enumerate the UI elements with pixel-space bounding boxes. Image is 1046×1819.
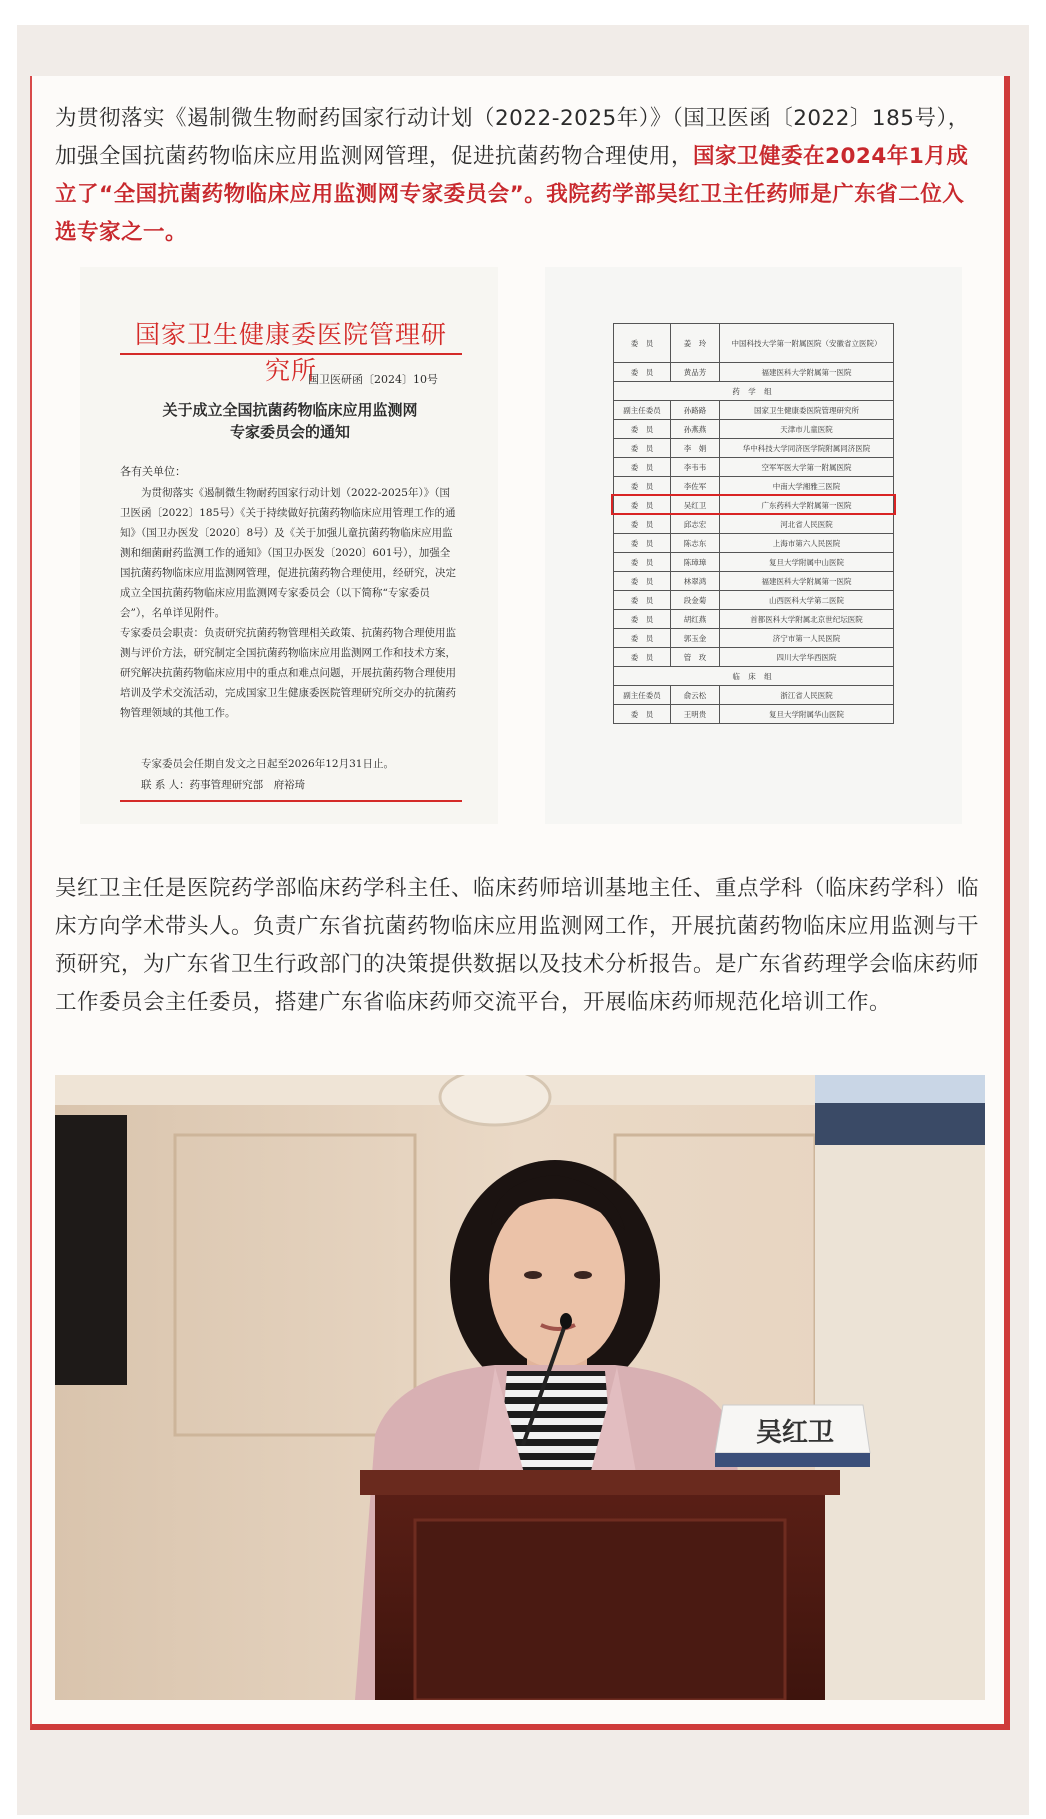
roster-row <box>614 591 894 610</box>
roster-org: 浙江省人民医院 <box>720 686 894 705</box>
roster-name: 孙燕燕 <box>671 420 720 439</box>
roster-org: 上海市第六人民医院 <box>720 534 894 553</box>
roster-highlight-box <box>611 494 896 515</box>
roster-role: 委 员 <box>614 648 671 667</box>
roster-role: 委 员 <box>614 610 671 629</box>
roster-name: 段金菊 <box>671 591 720 610</box>
roster-org: 河北省人民医院 <box>720 515 894 534</box>
bio-paragraph: 吴红卫主任是医院药学部临床药学科主任、临床药师培训基地主任、重点学科（临床药学科）临床方向学术带头人。负责广东省抗菌药物临床应用监测网工作，开展抗菌药物临床应用监测与干预研究，为广东省卫生行政部门的决策提供数据以及技术分析报告。是广东省药理学会临床药师工作委员会主任委员，搭建广东省临床药师交流平台，开展临床药师规范化培训工作。 <box>55 876 980 1015</box>
notice-body: 为贯彻落实《遏制微生物耐药国家行动计划（2022-2025年）》（国卫医函〔2022〕185号）《关于持续做好抗菌药物临床应用管理工作的通知》（国卫办医发〔2020〕8号）及《关于加强儿童抗菌药物临床应用监测和细菌耐药监测工作的通知》（国卫办医发〔2020〕601号），加强全国抗菌药物临床应用监测网管理，促进抗菌药物合理使用，经研究，决定成立全国抗菌药物临床应用监测网专家委员会（以下简称“专家委员会”），名单详见附件。 专家委员会职责：负责研究抗菌药物管理相关政策、抗菌药物合理使用监测与评价方法，研究制定全国抗菌药物临床应用监测网工作和技术方案，研究解决抗菌药物临床应用中的重点和难点问题，开展抗菌药物合理使用培训及学术交流活动，完成国家卫生健康委医院管理研究所交办的抗菌药物管理领域的其他工作。 <box>120 487 456 719</box>
notice-term: 专家委员会任期自发文之日起至2026年12月31日止。 <box>141 758 394 770</box>
roster-name: 邱志宏 <box>671 515 720 534</box>
roster-role: 副主任委员 <box>614 686 671 705</box>
roster-name: 陈璋璋 <box>671 553 720 572</box>
roster-role: 委 员 <box>614 496 671 515</box>
roster-name: 王明贵 <box>671 705 720 724</box>
roster-role: 委 员 <box>614 553 671 572</box>
roster-role: 委 员 <box>614 363 671 382</box>
roster-role: 委 员 <box>614 420 671 439</box>
roster-org: 首都医科大学附属北京世纪坛医院 <box>720 610 894 629</box>
roster-org: 空军军医大学第一附属医院 <box>720 458 894 477</box>
roster-group-row <box>614 667 894 686</box>
roster-name: 姜 玲 <box>671 324 720 363</box>
roster-name: 陈志东 <box>671 534 720 553</box>
notice-document-image <box>80 267 498 824</box>
roster-name: 郭玉金 <box>671 629 720 648</box>
roster-row <box>614 363 894 382</box>
roster-row <box>614 401 894 420</box>
roster-org: 福建医科大学附属第一医院 <box>720 363 894 382</box>
intro-paragraph <box>55 100 985 252</box>
roster-org: 天津市儿童医院 <box>720 420 894 439</box>
roster-org: 广东药科大学附属第一医院 <box>720 496 894 515</box>
roster-name: 孙路路 <box>671 401 720 420</box>
roster-group-row <box>614 382 894 401</box>
roster-org: 中南大学湘雅三医院 <box>720 477 894 496</box>
roster-row <box>614 515 894 534</box>
roster-name: 胡红燕 <box>671 610 720 629</box>
roster-role: 委 员 <box>614 477 671 496</box>
roster-row <box>614 439 894 458</box>
roster-role: 委 员 <box>614 591 671 610</box>
roster-role: 委 员 <box>614 439 671 458</box>
roster-role: 委 员 <box>614 705 671 724</box>
roster-role: 委 员 <box>614 629 671 648</box>
roster-name: 李佐军 <box>671 477 720 496</box>
roster-group-label: 药 学 组 <box>614 382 894 401</box>
notice-contact: 联 系 人：药事管理研究部 府裕琦 <box>141 779 306 791</box>
roster-row <box>614 477 894 496</box>
nameplate-text: 吴红卫 <box>755 1418 835 1448</box>
notice-doc-number: 国卫医研函〔2024〕10号 <box>308 373 438 386</box>
roster-role: 委 员 <box>614 458 671 477</box>
roster-row <box>614 324 894 363</box>
speaker-photo <box>55 1075 985 1700</box>
intro-highlight: 国家卫健委在2024年1月成立了“全国抗菌药物临床应用监测网专家委员会”。我院药学部吴红卫主任药师是广东省二位入选专家之一。 <box>55 144 969 245</box>
notice-bottom-rule <box>120 800 462 802</box>
roster-row <box>614 572 894 591</box>
roster-org: 福建医科大学附属第一医院 <box>720 572 894 591</box>
roster-name: 李 娟 <box>671 439 720 458</box>
roster-name: 黄品芳 <box>671 363 720 382</box>
roster-row <box>614 553 894 572</box>
roster-row <box>614 705 894 724</box>
roster-org: 中国科技大学第一附属医院（安徽省立医院） <box>720 324 894 363</box>
intro-text: 为贯彻落实《遏制微生物耐药国家行动计划（2022-2025年）》（国卫医函〔2022〕185号），加强全国抗菌药物临床应用监测网管理，促进抗菌药物合理使用， <box>55 106 970 169</box>
roster-role: 委 员 <box>614 324 671 363</box>
roster-name: 俞云松 <box>671 686 720 705</box>
roster-row <box>614 629 894 648</box>
roster-role: 委 员 <box>614 534 671 553</box>
roster-row <box>614 648 894 667</box>
notice-org-name: 国家卫生健康委医院管理研究所 <box>134 320 447 385</box>
roster-row <box>614 458 894 477</box>
notice-addressee: 各有关单位： <box>120 465 186 478</box>
roster-row <box>614 686 894 705</box>
roster-org: 华中科技大学同济医学院附属同济医院 <box>720 439 894 458</box>
notice-title <box>150 399 430 443</box>
roster-org: 国家卫生健康委医院管理研究所 <box>720 401 894 420</box>
roster-org: 复旦大学附属华山医院 <box>720 705 894 724</box>
roster-org: 复旦大学附属中山医院 <box>720 553 894 572</box>
roster-table <box>613 323 894 724</box>
roster-role: 副主任委员 <box>614 401 671 420</box>
roster-name: 管 玫 <box>671 648 720 667</box>
roster-role: 委 员 <box>614 515 671 534</box>
roster-group-label: 临 床 组 <box>614 667 894 686</box>
roster-name: 林翠鸿 <box>671 572 720 591</box>
roster-row <box>614 610 894 629</box>
roster-document-image <box>545 267 962 824</box>
roster-org: 四川大学华西医院 <box>720 648 894 667</box>
roster-role: 委 员 <box>614 572 671 591</box>
notice-title-line-1: 关于成立全国抗菌药物临床应用监测网 <box>162 401 418 419</box>
roster-row <box>614 420 894 439</box>
roster-org: 济宁市第一人民医院 <box>720 629 894 648</box>
roster-name: 李韦韦 <box>671 458 720 477</box>
roster-row <box>614 534 894 553</box>
notice-title-line-2: 专家委员会的通知 <box>229 423 350 441</box>
roster-name: 吴红卫 <box>671 496 720 515</box>
speaker-photo-illustration <box>55 1075 985 1700</box>
notice-red-rule <box>120 353 462 355</box>
roster-org: 山西医科大学第二医院 <box>720 591 894 610</box>
